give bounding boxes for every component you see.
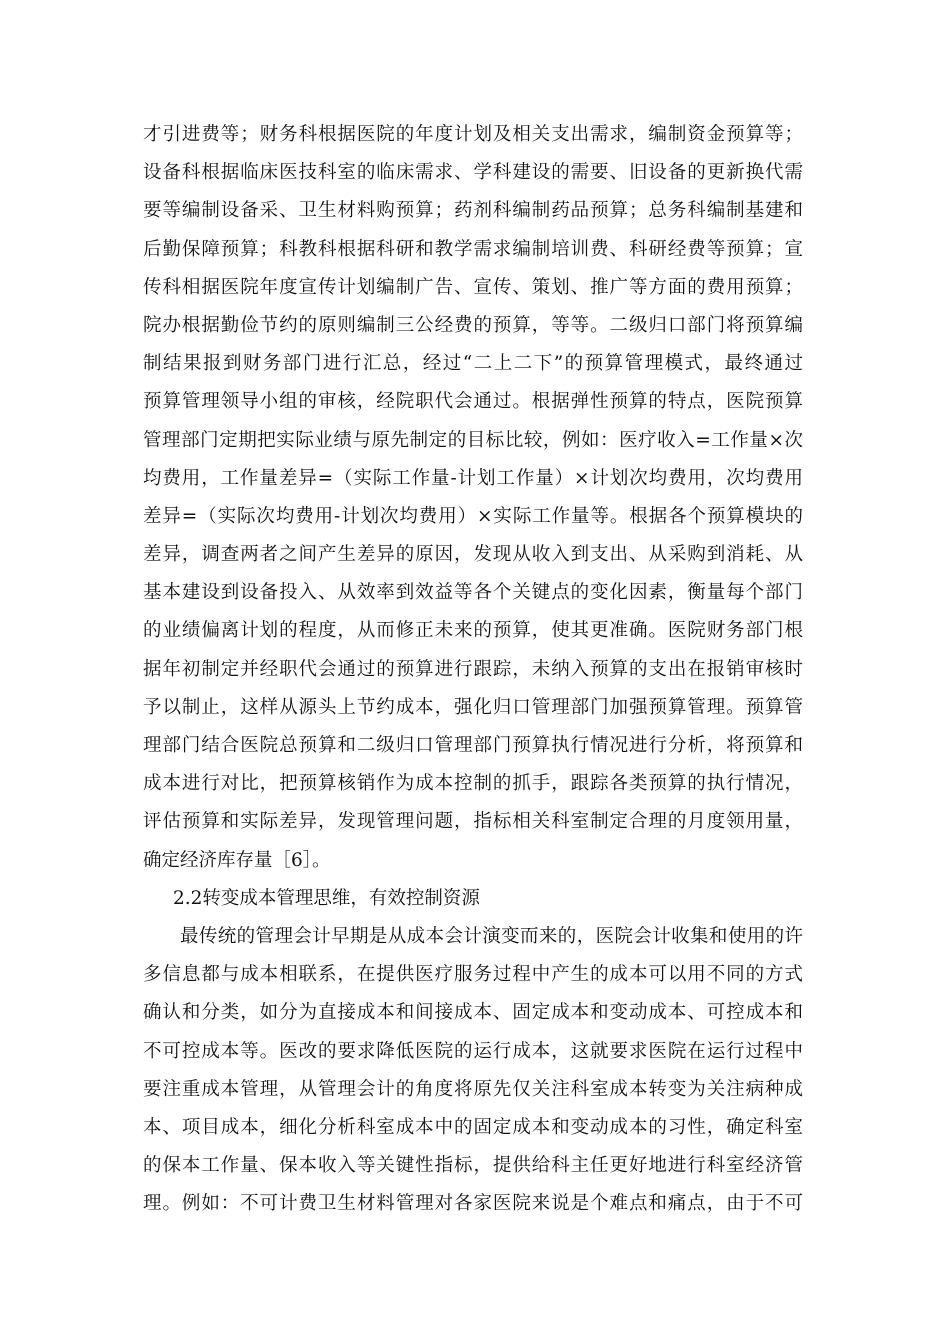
paragraph-line: 成本进行对比，把预算核销作为成本控制的抓手，跟踪各类预算的执行情况， <box>143 773 803 795</box>
paragraph-line: 的保本工作量、保本收入等关键性指标，提供给科主任更好地进行科室经济管 <box>143 1155 803 1177</box>
paragraph-line: 差异=（实际次均费用-计划次均费用）×实际工作量等。根据各个预算模块的 <box>143 505 803 527</box>
paragraph-line: 多信息都与成本相联系，在提供医疗服务过程中产生的成本可以用不同的方式 <box>143 964 803 986</box>
paragraph-line: 理。例如：不可计费卫生材料管理对各家医院来说是个难点和痛点，由于不可 <box>143 1193 803 1215</box>
paragraph-line: 予以制止，这样从源头上节约成本，强化归口管理部门加强预算管理。预算管 <box>143 696 803 718</box>
paragraph-line: 要注重成本管理，从管理会计的角度将原先仅关注科室成本转变为关注病种成 <box>143 1078 803 1100</box>
paragraph-line: 管理部门定期把实际业绩与原先制定的目标比较，例如：医疗收入=工作量×次 <box>143 429 803 451</box>
paragraph-line: 不可控成本等。医改的要求降低医院的运行成本，这就要求医院在运行过程中 <box>143 1040 803 1062</box>
document-body <box>143 116 803 1223</box>
paragraph-line: 设备科根据临床医技科室的临床需求、学科建设的需要、旧设备的更新换代需 <box>143 162 803 184</box>
paragraph-line: 确认和分类，如分为直接成本和间接成本、固定成本和变动成本、可控成本和 <box>143 1002 803 1024</box>
paragraph-line: 均费用，工作量差异=（实际工作量-计划工作量）×计划次均费用，次均费用 <box>143 467 803 489</box>
paragraph-line: 的业绩偏离计划的程度，从而修正未来的预算，使其更准确。医院财务部门根 <box>143 620 803 642</box>
paragraph-budget-management <box>143 116 803 880</box>
paragraph-cost-management <box>143 918 803 1224</box>
paragraph-line: 制结果报到财务部门进行汇总，经过“二上二下”的预算管理模式，最终通过 <box>143 353 803 375</box>
paragraph-line: 差异，调查两者之间产生差异的原因，发现从收入到支出、从采购到消耗、从 <box>143 544 803 566</box>
paragraph-first-line: 最传统的管理会计早期是从成本会计演变而来的，医院会计收集和使用的许 <box>180 925 803 947</box>
paragraph-line: 预算管理领导小组的审核，经院职代会通过。根据弹性预算的特点，医院预算 <box>143 391 803 413</box>
paragraph-line: 才引进费等；财务科根据医院的年度计划及相关支出需求，编制资金预算等； <box>143 124 803 145</box>
paragraph-line: 据年初制定并经职代会通过的预算进行跟踪，未纳入预算的支出在报销审核时 <box>143 658 803 680</box>
paragraph-line: 院办根据勤俭节约的原则编制三公经费的预算，等等。二级归口部门将预算编 <box>143 314 803 336</box>
paragraph-line: 基本建设到设备投入、从效率到效益等各个关键点的变化因素，衡量每个部门 <box>143 582 803 604</box>
paragraph-line: 后勤保障预算；科教科根据科研和教学需求编制培训费、科研经费等预算；宣 <box>143 238 803 260</box>
paragraph-line: 本、项目成本，细化分析科室成本中的固定成本和变动成本的习性，确定科室 <box>143 1116 803 1138</box>
section-heading: 2.2转变成本管理思维，有效控制资源 <box>173 887 480 909</box>
paragraph-line: 传科相据医院年度宣传计划编制广告、宣传、策划、推广等方面的费用预算； <box>143 276 803 298</box>
paragraph-line: 理部门结合医院总预算和二级归口管理部门预算执行情况进行分析，将预算和 <box>143 735 803 756</box>
paragraph-line: 评估预算和实际差异，发现管理问题，指标相关科室制定合理的月度领用量， <box>143 811 803 833</box>
paragraph-last-line: 确定经济库存量［6］。 <box>143 849 331 871</box>
paragraph-line: 要等编制设备采、卫生材料购预算；药剂科编制药品预算；总务科编制基建和 <box>143 200 803 222</box>
